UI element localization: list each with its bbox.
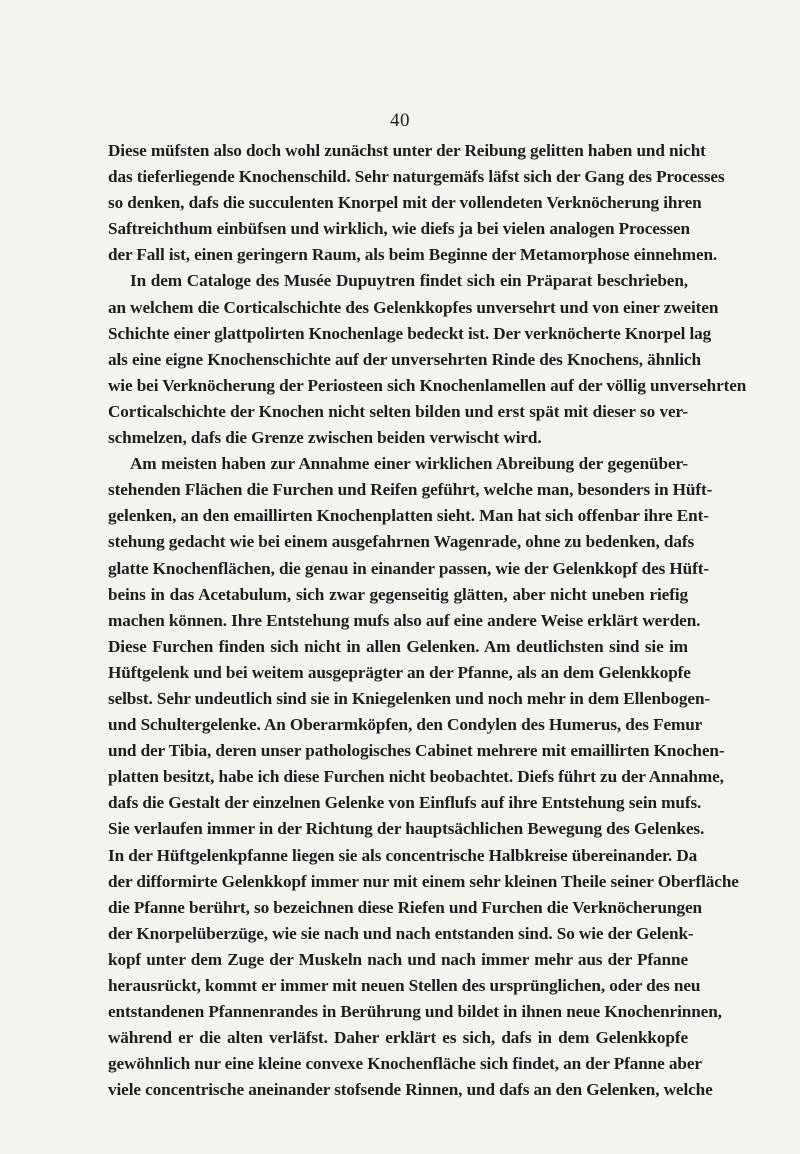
text-line: der Fall ist, einen geringern Raum, als beim Beginne der Metamorphose einnehmen.	[108, 245, 718, 265]
text-line: entstandenen Pfannenrandes in Berührung und bildet in ihnen neue Knochenrinnen,	[108, 1002, 722, 1022]
text-line: der difformirte Gelenkkopf immer nur mit einem sehr kleinen Theile seiner Oberfläche	[108, 871, 739, 891]
text-line: der Knorpelüberzüge, wie sie nach und nach entstanden sind. So wie der Gelenk-	[108, 923, 694, 943]
text-line: platten besitzt, habe ich diese Furchen nicht beobachtet. Diefs führt zu der Annahme,	[108, 767, 724, 787]
text-line: das tieferliegende Knochenschild. Sehr naturgemäfs läfst sich der Gang des Processes	[108, 167, 725, 187]
text-line: stehenden Flächen die Furchen und Reifen geführt, welche man, besonders in Hüft-	[108, 480, 713, 500]
text-line: Schichte einer glattpolirten Knochenlage bedeckt ist. Der verknöcherte Knorpel lag	[108, 323, 712, 343]
text-line: machen können. Ihre Entstehung mufs also auf eine andere Weise erklärt werden.	[108, 610, 701, 630]
body-text	[108, 138, 747, 1103]
text-line: In dem Cataloge des Musée Dupuytren findet sich ein Präparat beschrieben,	[130, 271, 688, 291]
text-line: gewöhnlich nur eine kleine convexe Knochenfläche sich findet, an der Pfanne aber	[108, 1054, 702, 1074]
text-line: stehung gedacht wie bei einem ausgefahrnen Wagenrade, ohne zu bedenken, dafs	[108, 532, 695, 552]
text-line: und der Tibia, deren unser pathologisches Cabinet mehrere mit emaillirten Knochen-	[108, 741, 725, 761]
text-line: schmelzen, dafs die Grenze zwischen beiden verwischt wird.	[108, 428, 542, 448]
text-line: Diese müfsten also doch wohl zunächst unter der Reibung gelitten haben und nicht	[108, 141, 706, 160]
text-line: Hüftgelenk und bei weitem ausgeprägter an der Pfanne, als an dem Gelenkkopfe	[108, 662, 691, 682]
text-line: dafs die Gestalt der einzelnen Gelenke von Einflufs auf ihre Entstehung sein mufs.	[108, 793, 702, 813]
text-line: In der Hüftgelenkpfanne liegen sie als concentrische Halbkreise übereinander. Da	[108, 845, 698, 865]
text-line: als eine eigne Knochenschichte auf der unversehrten Rinde des Knochens, ähnlich	[108, 349, 701, 369]
text-line: wie bei Verknöcherung der Periosteen sich Knochenlamellen auf der völlig unversehrten	[108, 375, 747, 395]
text-line: Sie verlaufen immer in der Richtung der hauptsächlichen Bewegung des Gelenkes.	[108, 819, 705, 839]
text-line: Saftreichthum einbüfsen und wirklich, wie diefs ja bei vielen analogen Processen	[108, 219, 690, 239]
page-number: 40	[390, 110, 410, 131]
text-line: kopf unter dem Zuge der Muskeln nach und nach immer mehr aus der Pfanne	[108, 949, 688, 969]
text-line: Corticalschichte der Knochen nicht selten bilden und erst spät mit dieser so ver-	[108, 401, 688, 421]
text-line: Diese Furchen finden sich nicht in allen Gelenken. Am deutlichsten sind sie im	[108, 636, 688, 656]
text-line: an welchem die Corticalschichte des Gelenkkopfes unversehrt und von einer zweiten	[108, 297, 719, 317]
text-line: die Pfanne berührt, so bezeichnen diese Riefen und Furchen die Verknöcherungen	[108, 897, 702, 917]
text-line: so denken, dafs die succulenten Knorpel mit der vollendeten Verknöcherung ihren	[108, 193, 702, 213]
text-line: herausrückt, kommt er immer mit neuen Stellen des ursprünglichen, oder des neu	[108, 976, 701, 995]
text-line: viele concentrische aneinander stofsende Rinnen, und dafs an den Gelenken, welche	[108, 1080, 713, 1100]
text-line: Am meisten haben zur Annahme einer wirklichen Abreibung der gegenüber-	[130, 454, 688, 474]
text-line: gelenken, an den emaillirten Knochenplatten sieht. Man hat sich offenbar ihre Ent-	[108, 506, 709, 526]
text-line: selbst. Sehr undeutlich sind sie in Kniegelenken und noch mehr in dem Ellenbogen-	[108, 688, 711, 708]
text-line: und Schultergelenke. An Oberarmköpfen, den Condylen des Humerus, des Femur	[108, 715, 703, 735]
text-line: beins in das Acetabulum, sich zwar gegenseitig glätten, aber nicht uneben riefig	[108, 584, 688, 604]
text-line: glatte Knochenflächen, die genau in einander passen, wie der Gelenkkopf des Hüft-	[108, 558, 709, 578]
text-line: während er die alten verläfst. Daher erklärt es sich, dafs in dem Gelenkkopfe	[108, 1028, 688, 1048]
